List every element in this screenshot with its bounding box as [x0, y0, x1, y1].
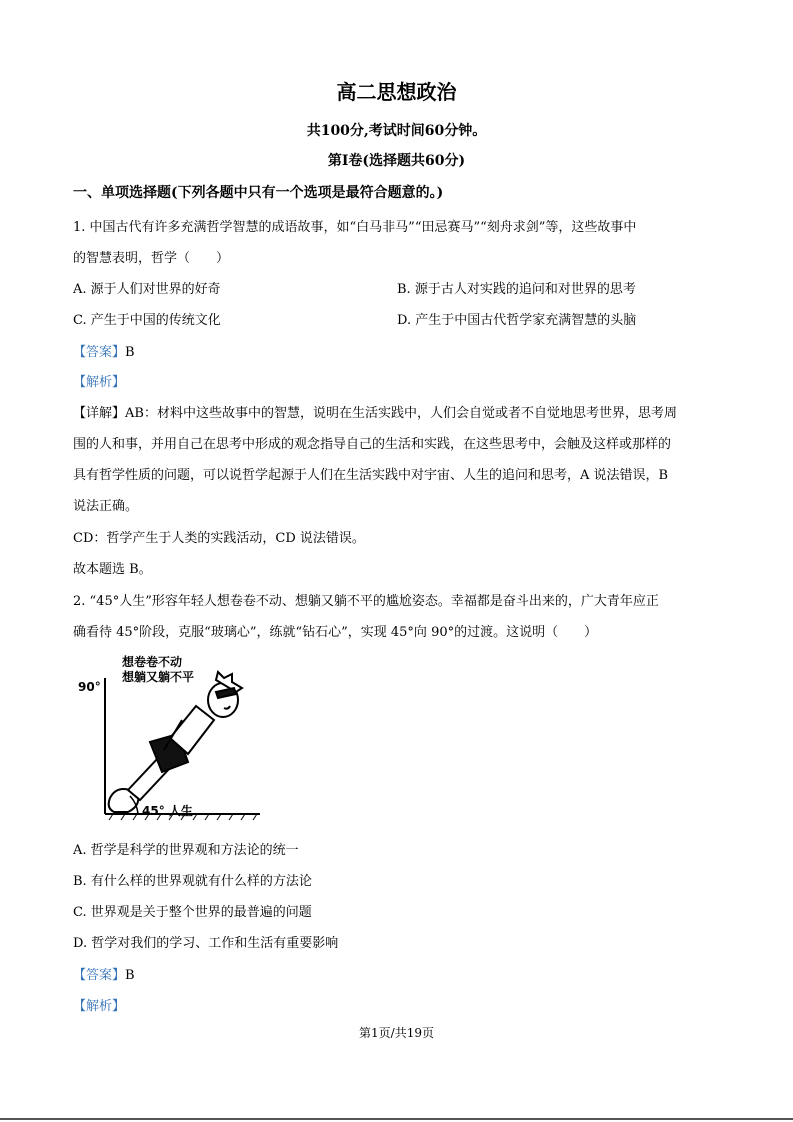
q2-answer-tag: 【答案】 — [73, 968, 126, 983]
q1-detail-line3: 具有哲学性质的问题，可以说哲学起源于人们在生活实践中对宇宙、人生的追问和思考，A 说法错误，B — [73, 468, 669, 483]
page-title: 高二思想政治 — [336, 80, 457, 104]
q1-stem-line1: 1. 中国古代有许多充满哲学智慧的成语故事，如“白马非马”“田忌赛马”“刻舟求剑”等，这些故事中 — [73, 220, 637, 235]
section-heading: 一、单项选择题(下列各题中只有一个选项是最符合题意的。) — [73, 185, 444, 201]
q2-option-c: C. 世界观是关于整个世界的最普遍的问题 — [73, 905, 312, 920]
figure-label-45: 45° 人生 — [142, 804, 193, 818]
q2-option-a: A. 哲学是科学的世界观和方法论的统一 — [73, 843, 299, 858]
q2-stem-line2: 确看待 45°阶段，克服“玻璃心”，练就“钻石心”，实现 45°向 90°的过渡。这说明（ ） — [73, 625, 598, 640]
exam-info: 共100分,考试时间60分钟。 — [306, 123, 487, 139]
q1-answer-value: B — [125, 345, 135, 360]
q2-figure — [78, 650, 268, 825]
q1-detail-text1: AB：材料中这些故事中的智慧，说明在生活实践中，人们会自觉或者不自觉地思考世界，思考周 — [125, 406, 677, 421]
q1-stem-line2: 的智慧表明，哲学（ ） — [73, 251, 230, 266]
q1-detail-line1 — [73, 402, 677, 421]
q1-conclusion: 故本题选 B。 — [73, 562, 152, 577]
q2-option-b: B. 有什么样的世界观就有什么样的方法论 — [73, 874, 312, 889]
q1-detail-line2: 围的人和事，并用自己在思考中形成的观念指导自己的生活和实践，在这些思考中，会触及这样或那样的 — [73, 437, 672, 452]
q1-detail-tag: 【详解】 — [73, 406, 126, 421]
figure-caption-line1: 想卷卷不动 — [122, 655, 183, 669]
q1-detail-line5: CD：哲学产生于人类的实践活动，CD 说法错误。 — [73, 531, 365, 546]
q1-option-c: C. 产生于中国的传统文化 — [73, 313, 221, 328]
q1-answer — [73, 341, 135, 360]
q2-answer — [73, 964, 135, 983]
figure-caption-line2: 想躺又躺不平 — [122, 670, 195, 684]
q1-detail-line4: 说法正确。 — [73, 499, 139, 514]
q1-analysis-tag: 【解析】 — [73, 375, 126, 390]
page-footer: 第1页/共19页 — [359, 1026, 434, 1040]
q1-option-d: D. 产生于中国古代哲学家充满智慧的头脑 — [397, 313, 637, 328]
part-title: 第Ⅰ卷(选择题共60分) — [327, 153, 466, 169]
q1-answer-tag: 【答案】 — [73, 345, 126, 360]
q2-answer-value: B — [125, 968, 135, 983]
bottom-divider — [0, 1118, 793, 1120]
figure-label-90: 90° — [78, 680, 101, 694]
q1-option-b: B. 源于古人对实践的追问和对世界的思考 — [397, 282, 636, 297]
q2-stem-line1: 2. “45°人生”形容年轻人想卷卷不动、想躺又躺不平的尴尬姿态。幸福都是奋斗出来的，广大青年应正 — [73, 594, 659, 609]
q1-option-a: A. 源于人们对世界的好奇 — [73, 282, 221, 297]
q2-option-d: D. 哲学对我们的学习、工作和生活有重要影响 — [73, 936, 339, 951]
q2-analysis-tag: 【解析】 — [73, 999, 126, 1014]
